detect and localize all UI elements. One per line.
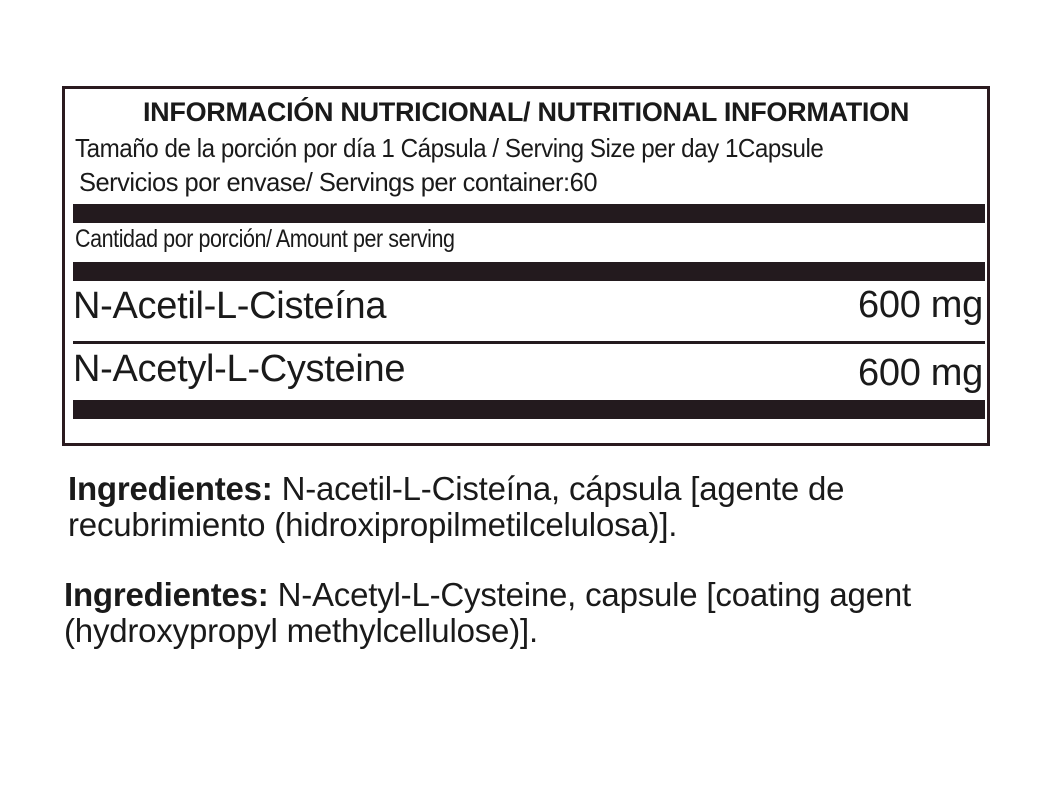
thick-divider (73, 262, 985, 281)
nutrient-amount: 600 mg (858, 352, 983, 394)
thin-divider (73, 341, 985, 344)
thick-divider (73, 400, 985, 419)
ingredients-label: Ingredientes: (68, 470, 273, 507)
nutrient-name: N-Acetyl-L-Cysteine (73, 348, 406, 390)
panel-title: INFORMACIÓN NUTRICIONAL/ NUTRITIONAL INFORMATION (142, 97, 910, 127)
servings-per-container: Servicios por envase/ Servings per container:60 (79, 167, 598, 197)
nutrient-name: N-Acetil-L-Cisteína (73, 285, 387, 327)
nutrient-amount: 600 mg (858, 284, 983, 326)
nutrition-facts-panel (62, 86, 990, 446)
amount-per-serving: Cantidad por porción/ Amount per serving (75, 225, 455, 253)
serving-size: Tamaño de la porción por día 1 Cápsula / Serving Size per day 1Capsule (75, 133, 824, 163)
ingredients-label: Ingredientes: (64, 576, 269, 613)
ingredients-english (64, 577, 964, 649)
thick-divider (73, 204, 985, 223)
ingredients-text: N-acetil-L-Cisteína, cápsula [agente de recubrimiento (hidroxipropilmetilcelulosa)]. (68, 470, 845, 543)
ingredients-text: N-Acetyl-L-Cysteine, capsule [coating agent (hydroxypropyl methylcellulose)]. (64, 576, 911, 649)
ingredients-spanish (68, 471, 968, 543)
